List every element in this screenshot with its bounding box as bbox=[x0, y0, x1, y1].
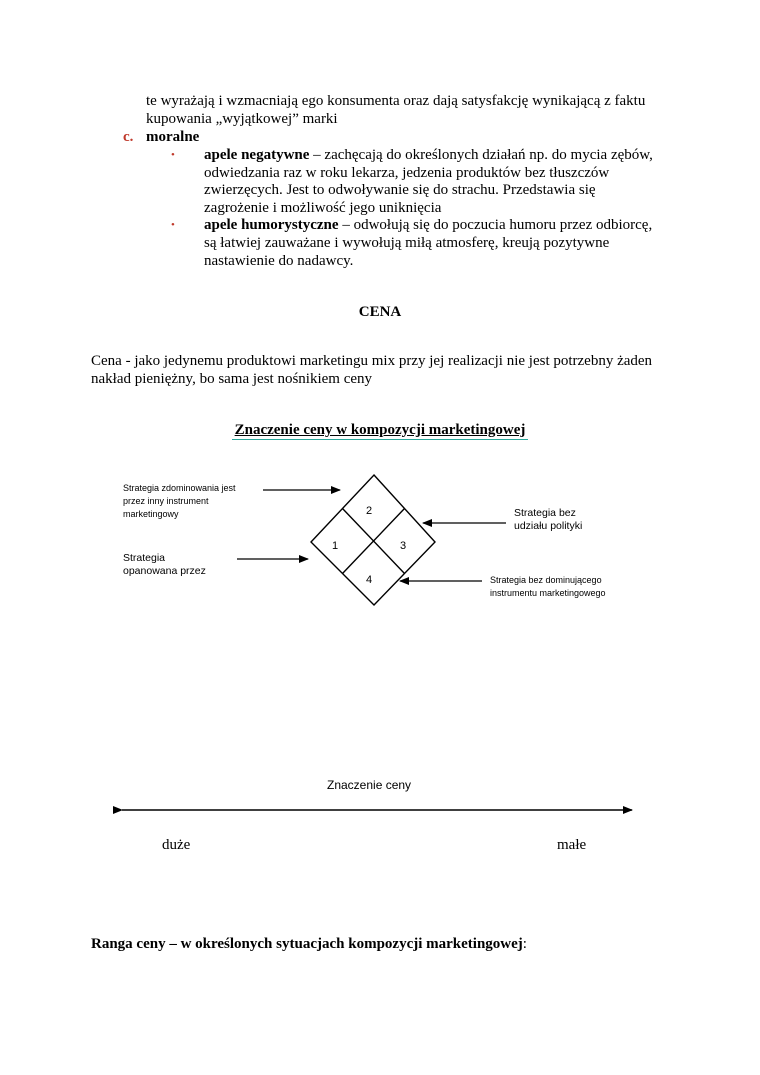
bullet-icon: • bbox=[171, 219, 175, 231]
item-line: zagrożenie i możliwość jego uniknięcia bbox=[204, 200, 442, 216]
scale-left-label: duże bbox=[162, 837, 191, 853]
item-line: są łatwiej zauważane i wywołują miłą atmosferę, kreują pozytywne bbox=[204, 235, 610, 251]
label-right-top: Strategia bez udziału polityki bbox=[514, 507, 583, 532]
item-text: – zachęcają do określonych działań np. do mycia zębów, bbox=[309, 147, 653, 163]
ranga-heading: Ranga ceny – w określonych sytuacjach kompozycji marketingowej: bbox=[91, 936, 527, 952]
cena-paragraph-line-1: Cena - jako jedynemu produktowi marketingu mix przy jej realizacji nie jest potrzebny żaden bbox=[91, 353, 653, 369]
bullet-icon: • bbox=[171, 149, 175, 161]
section-letter: c. bbox=[123, 129, 134, 145]
intro-line-2: kupowania „wyjątkowej” marki bbox=[146, 111, 338, 127]
label-right-bottom: Strategia bez dominującego instrumentu marketingowego bbox=[490, 575, 606, 598]
label-left-bottom: Strategia opanowana przez bbox=[123, 552, 206, 577]
quadrant-4-label: 4 bbox=[366, 574, 373, 586]
scale-right-label: małe bbox=[557, 837, 587, 853]
label-left-top: Strategia zdominowania jest przez inny instrument marketingowy bbox=[123, 483, 236, 519]
section-heading: moralne bbox=[146, 129, 200, 145]
item-term: apele negatywne bbox=[204, 147, 310, 163]
quadrant-3-label: 3 bbox=[400, 540, 407, 552]
item-line: nastawienie do nadawcy. bbox=[204, 253, 354, 269]
item-text: – odwołują się do poczucia humoru przez odbiorcę, bbox=[338, 217, 653, 233]
section-title-cena: CENA bbox=[358, 304, 402, 320]
quadrant-1-label: 1 bbox=[332, 540, 339, 552]
item-line: zwierzęcych. Jest to odwoływanie się do strachu. Przedstawia się bbox=[204, 182, 596, 198]
item-term: apele humorystyczne bbox=[204, 217, 339, 233]
item-line: odwiedzania raz w roku lekarza, jedzenia produktów bez tłuszczów bbox=[204, 165, 610, 181]
cena-paragraph-line-2: nakład pieniężny, bo sama jest nośnikiem ceny bbox=[91, 371, 373, 387]
quadrant-2-label: 2 bbox=[366, 505, 373, 517]
diagram-title: Znaczenie ceny w kompozycji marketingowej bbox=[234, 422, 526, 438]
scale-label: Znaczenie ceny bbox=[327, 778, 412, 792]
intro-line-1: te wyrażają i wzmacniają ego konsumenta oraz dają satysfakcję wynikającą z faktu bbox=[146, 93, 646, 109]
